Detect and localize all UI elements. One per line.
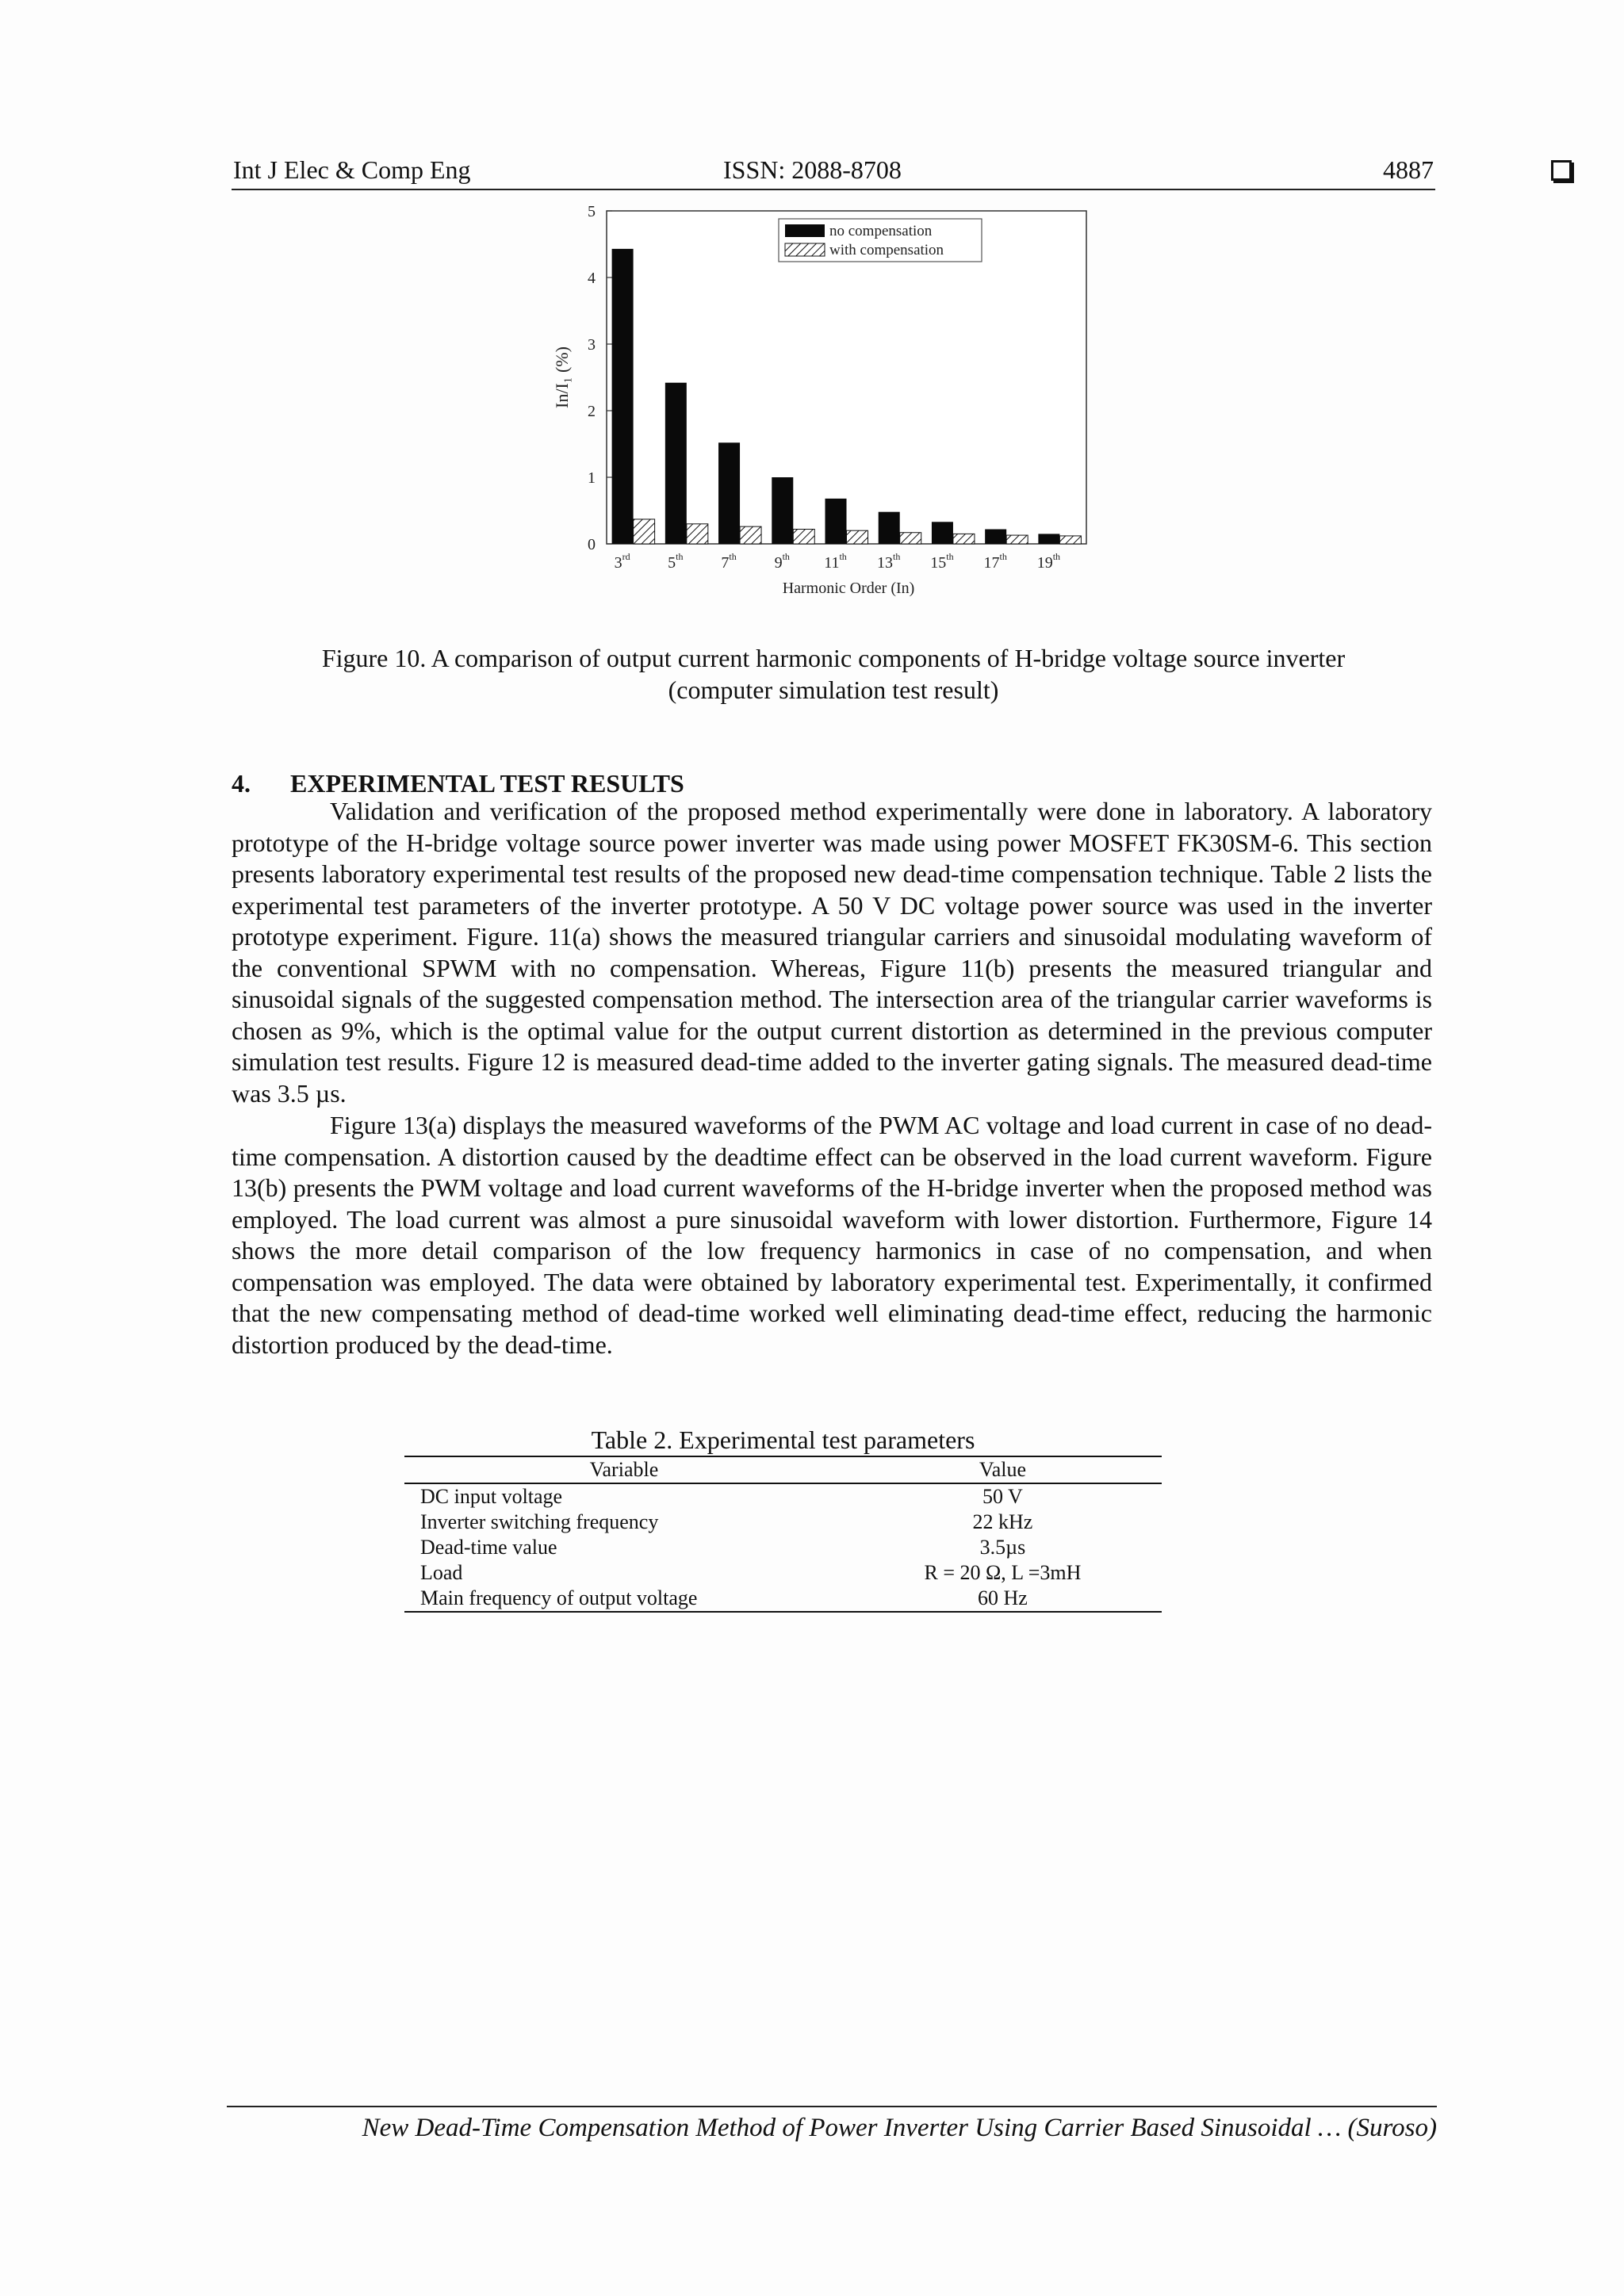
x-tick-label — [983, 551, 1006, 572]
bar-with-compensation — [793, 530, 814, 544]
paragraph-1-container — [232, 796, 1432, 1109]
bar-no-compensation — [1038, 534, 1059, 544]
x-tick-label — [824, 551, 847, 572]
column-header-value: Value — [844, 1456, 1162, 1483]
x-tick-number: 7 — [721, 554, 730, 572]
column-header-variable: Variable — [404, 1456, 844, 1483]
x-tick-ordinal-suffix: th — [893, 551, 901, 562]
table-cell-value: 22 kHz — [972, 1510, 1033, 1533]
x-tick-number: 3 — [614, 554, 622, 572]
section-number: 4. — [232, 769, 251, 798]
issn: ISSN: 2088-8708 — [723, 155, 902, 184]
bar-with-compensation — [953, 534, 975, 544]
x-tick-ordinal-suffix: rd — [622, 551, 630, 562]
table-cell-value: 60 Hz — [844, 1586, 1162, 1612]
x-tick-ordinal-suffix: th — [729, 551, 737, 562]
table-cell-variable: Inverter switching frequency — [420, 1510, 659, 1533]
bar-no-compensation — [932, 522, 953, 544]
x-tick-ordinal-suffix: th — [1052, 551, 1061, 562]
table-cell-variable: Dead-time value — [420, 1536, 557, 1559]
y-tick-label: 4 — [588, 270, 596, 287]
y-tick-label: 5 — [588, 203, 596, 220]
figure-caption-line-1: Figure 10. A comparison of output current harmonic components of H-bridge voltage source inverter — [321, 644, 1346, 672]
bar-with-compensation — [900, 533, 921, 544]
figure-caption-line-2: (computer simulation test result) — [668, 675, 999, 704]
x-tick-number: 11 — [824, 554, 840, 572]
x-axis-label: Harmonic Order (In) — [782, 580, 915, 597]
bar-no-compensation — [772, 477, 793, 544]
section-title: EXPERIMENTAL TEST RESULTS — [290, 769, 684, 798]
x-tick-number: 17 — [983, 554, 1000, 572]
x-tick-label — [721, 551, 736, 572]
y-tick-label: 3 — [588, 336, 596, 354]
square-bullet-icon — [1551, 160, 1572, 181]
page-footer: New Dead-Time Compensation Method of Power Inverter Using Carrier Based Sinusoidal … (Suroso) — [227, 2106, 1437, 2143]
table-cell-value: 50 V — [982, 1485, 1023, 1508]
bar-no-compensation — [612, 249, 634, 544]
legend-label-with-compensation: with compensation — [829, 242, 944, 258]
parameters-table — [404, 1456, 1162, 1613]
bar-with-compensation — [847, 530, 868, 544]
figure-caption — [232, 642, 1435, 706]
table-caption: Table 2. Experimental test parameters — [591, 1425, 975, 1454]
table-cell-value: 3.5µs — [979, 1536, 1026, 1559]
table-row — [404, 1535, 1162, 1560]
table-row — [404, 1483, 1162, 1510]
y-tick-label: 2 — [588, 403, 596, 420]
x-tick-ordinal-suffix: th — [946, 551, 954, 562]
journal-name: Int J Elec & Comp Eng — [233, 155, 471, 184]
bar-with-compensation — [687, 524, 708, 544]
bar-no-compensation — [985, 530, 1006, 544]
x-tick-ordinal-suffix: th — [782, 551, 790, 562]
x-tick-label — [877, 551, 900, 572]
x-tick-label — [930, 551, 953, 572]
paragraph-2: Figure 13(a) displays the measured waveforms of the PWM AC voltage and load current in case of no dead-time compensation. A distortion caused by the deadtime effect can be observed in the load current waveform. Figure 13(b) presents the PWM voltage and load current waveforms of the H-bridge inverter when the proposed method was employed. The load current was almost a pure sinusoidal waveform with lower distortion. Furthermore, Figure 14 shows the more detail comparison of the low frequency harmonics in case of no compensation, and when compensation was employed. The data were obtained by laboratory experimental test. Experimentally, it confirmed that the new compensating method of dead-time worked well eliminating dead-time effect, reducing the harmonic distortion produced by the dead-time. — [232, 1111, 1432, 1359]
x-tick-number: 5 — [668, 554, 676, 572]
table-row — [404, 1510, 1162, 1535]
x-tick-label — [1037, 551, 1060, 572]
bar-no-compensation — [879, 512, 900, 544]
table-cell-variable: DC input voltage — [420, 1485, 563, 1508]
x-tick-label — [668, 551, 683, 572]
x-tick-number: 15 — [930, 554, 947, 572]
x-tick-ordinal-suffix: th — [999, 551, 1007, 562]
legend-swatch-with-compensation — [785, 243, 825, 256]
bar-no-compensation — [718, 442, 740, 544]
page-number: 4887 — [1383, 155, 1434, 184]
legend-swatch-no-compensation — [785, 224, 825, 237]
bar-no-compensation — [665, 383, 687, 544]
table-header-row — [404, 1456, 1162, 1483]
bar-no-compensation — [825, 499, 847, 544]
x-tick-number: 9 — [774, 554, 783, 572]
legend-label-no-compensation: no compensation — [829, 223, 933, 239]
table-row — [404, 1560, 1162, 1586]
paragraph-1: Validation and verification of the proposed method experimentally were done in laboratory. A laboratory prototype of the H-bridge voltage source power inverter was made using power MOSFET FK30SM-6. This section presents laboratory experimental test results of the proposed new dead-time compensation technique. Table 2 lists the experimental test parameters of the inverter prototype. A 50 V DC voltage power source was used in the inverter prototype experiment. Figure. 11(a) shows the measured triangular carriers and sinusoidal modulating waveform of the conventional SPWM with no compensation. Whereas, Figure 11(b) presents the measured triangular and sinusoidal signals of the suggested compensation method. The intersection area of the triangular carrier waveforms is chosen as 9%, which is the optimal value for the output current distortion as determined in the previous computer simulation test results. Figure 12 is measured dead-time added to the inverter gating signals. The measured dead-time was 3.5 µs. — [232, 797, 1432, 1108]
bar-with-compensation — [634, 519, 655, 544]
table-row — [404, 1586, 1162, 1612]
table-cell-variable: Main frequency of output voltage — [404, 1586, 844, 1612]
y-tick-label: 1 — [588, 469, 596, 487]
y-tick-label: 0 — [588, 536, 596, 553]
table-cell-variable: Load — [420, 1561, 463, 1584]
section-heading — [232, 769, 684, 798]
page-header — [232, 152, 1435, 190]
x-tick-label — [775, 551, 790, 572]
x-tick-label — [615, 551, 630, 572]
legend — [779, 219, 982, 262]
x-tick-number: 19 — [1036, 554, 1053, 572]
bar-with-compensation — [1059, 536, 1081, 544]
bar-with-compensation — [1006, 535, 1028, 544]
x-tick-number: 13 — [877, 554, 894, 572]
harmonic-bar-chart — [539, 198, 1110, 610]
x-tick-ordinal-suffix: th — [839, 551, 847, 562]
x-tick-ordinal-suffix: th — [676, 551, 684, 562]
bar-with-compensation — [740, 526, 761, 544]
table-cell-value: R = 20 Ω, L =3mH — [924, 1561, 1082, 1584]
paragraph-2-container — [232, 1110, 1432, 1360]
y-axis-label: In/I₁ (%) — [552, 346, 572, 408]
